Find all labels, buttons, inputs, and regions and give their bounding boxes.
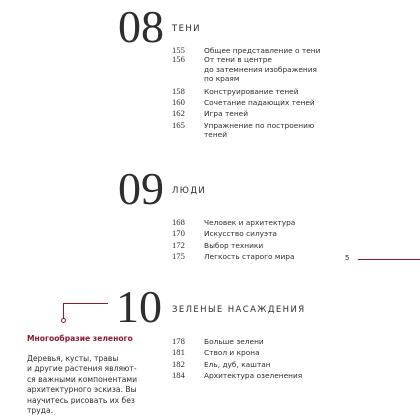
toc-entry[interactable] — [172, 229, 334, 238]
toc-entry[interactable] — [172, 371, 334, 380]
toc-entry[interactable] — [172, 87, 334, 96]
toc-entry[interactable] — [172, 252, 334, 261]
entry-title: Конструирование теней — [204, 86, 299, 96]
page-number: 156 — [172, 54, 185, 65]
entry-title: Человек и архитектура — [204, 218, 296, 227]
entry-title: От тени в центре до затемнения изображения по краям — [204, 55, 317, 84]
entry-title: Искусство силуэта — [204, 229, 277, 239]
page-number: 168 — [172, 217, 185, 227]
toc-entry[interactable] — [172, 337, 334, 346]
chapter-title-people: ЛЮДИ — [172, 186, 207, 196]
entry-title: Архитектура озеленения — [204, 371, 303, 381]
page-number: 160 — [172, 97, 185, 108]
entry-title: Больше зелени — [204, 337, 264, 346]
chapter-number-10: 10 — [116, 281, 162, 332]
chapter-number-08: 08 — [118, 1, 164, 52]
page-number: 170 — [172, 228, 185, 239]
connector-dot — [61, 318, 66, 323]
entry-title: Общее представление о тени — [204, 46, 321, 55]
toc-entry[interactable] — [172, 121, 334, 140]
toc-entry[interactable] — [172, 348, 334, 357]
toc-chapter-10 — [172, 337, 334, 381]
page-number: 172 — [172, 239, 185, 250]
page-number: 162 — [172, 108, 185, 119]
chapter-title-green: ЗЕЛЕНЫЕ НАСАЖДЕНИЯ — [172, 305, 306, 315]
toc-entry[interactable] — [172, 109, 334, 118]
page-number: 175 — [172, 251, 185, 262]
entry-title: Легкость старого мира — [204, 252, 295, 262]
chapter-number-09: 09 — [118, 163, 164, 214]
toc-chapter-08 — [172, 46, 334, 140]
toc-entry[interactable] — [172, 55, 334, 83]
entry-title: Упражнение по построению теней — [204, 120, 315, 140]
page-number: 182 — [172, 358, 185, 369]
toc-chapter-09 — [172, 218, 334, 262]
entry-title: Ствол и крона — [204, 348, 260, 358]
page-number: 155 — [172, 45, 185, 55]
sidebar-heading: Многообразие зеленого — [27, 334, 133, 343]
page-number: 165 — [172, 119, 185, 130]
entry-title: Ель, дуб, каштан — [204, 359, 271, 369]
page-number: 181 — [172, 347, 185, 358]
toc-entry[interactable] — [172, 98, 334, 107]
entry-title: Игра теней — [204, 109, 249, 119]
toc-entry[interactable] — [172, 218, 334, 227]
toc-entry[interactable] — [172, 241, 334, 250]
page-number: 158 — [172, 85, 185, 96]
page-number: 184 — [172, 370, 185, 381]
chapter-title-shadows: ТЕНИ — [172, 24, 201, 34]
toc-entry[interactable] — [172, 360, 334, 369]
page-marker: 5 — [345, 254, 350, 262]
entry-title: Выбор техники — [204, 240, 264, 250]
connector-rule — [63, 303, 108, 304]
margin-rule — [358, 259, 420, 260]
toc-entry[interactable] — [172, 46, 334, 55]
entry-title: Сочетание падающих теней — [204, 98, 315, 108]
page-number: 178 — [172, 336, 185, 346]
sidebar-text: Деревья, кусты, травы и другие растения являют- ся важными компонентами архитектурного эскиза. Вы научитесь рисовать их без труда. — [27, 354, 138, 416]
